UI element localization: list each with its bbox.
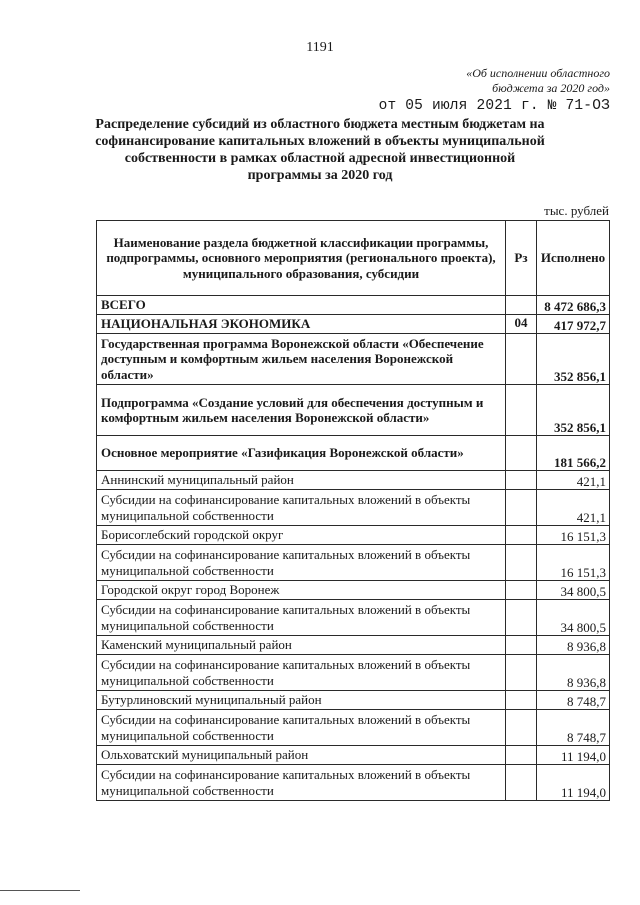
row-value: 8 748,7 [537,710,610,746]
reference-line-1: «Об исполнении областного [466,66,610,80]
row-value: 181 566,2 [537,436,610,471]
row-name: Субсидии на софинансирование капитальных вложений в объекты муниципальной собственности [97,600,506,636]
table-row [97,600,610,636]
row-rz [506,526,537,545]
table-row [97,636,610,655]
table-row [97,296,610,315]
row-value: 8 936,8 [537,655,610,691]
row-value: 417 972,7 [537,315,610,334]
row-value: 352 856,1 [537,334,610,385]
table-header-row [97,221,610,296]
unit-label: тыс. рублей [544,203,609,218]
document-title: Распределение субсидий из областного бюджета местным бюджетам на софинансирование капитальных вложений в объекты муниципальной собственности в рамках областной адресной инвестиционной программы за 2020 год [95,117,545,183]
table-row [97,315,610,334]
row-value: 16 151,3 [537,526,610,545]
law-date-stamp: от 05 июля 2021 г. № 71-ОЗ [378,98,610,114]
table-row [97,710,610,746]
row-rz [506,636,537,655]
row-rz [506,691,537,710]
footer-divider [0,890,80,891]
row-name: Субсидии на софинансирование капитальных вложений в объекты муниципальной собственности [97,710,506,746]
row-name: ВСЕГО [97,296,506,315]
table-row [97,691,610,710]
table-row [97,385,610,436]
subsidy-table [96,220,610,801]
row-rz [506,655,537,691]
row-value: 11 194,0 [537,765,610,801]
row-rz [506,490,537,526]
table-row [97,471,610,490]
row-name: НАЦИОНАЛЬНАЯ ЭКОНОМИКА [97,315,506,334]
row-name: Субсидии на софинансирование капитальных вложений в объекты муниципальной собственности [97,490,506,526]
row-value: 16 151,3 [537,545,610,581]
row-name: Бутурлиновский муниципальный район [97,691,506,710]
table-row [97,334,610,385]
reference-line-2: бюджета за 2020 год» [492,81,610,95]
table-row [97,765,610,801]
row-rz: 04 [506,315,537,334]
header-value: Исполнено [537,221,610,296]
table-row [97,490,610,526]
row-value: 421,1 [537,490,610,526]
table-row [97,581,610,600]
row-rz [506,545,537,581]
table-row [97,655,610,691]
table-row [97,436,610,471]
row-name: Основное мероприятие «Газификация Воронежской области» [97,436,506,471]
document-reference [466,66,610,96]
row-rz [506,471,537,490]
row-rz [506,746,537,765]
row-name: Субсидии на софинансирование капитальных вложений в объекты муниципальной собственности [97,545,506,581]
row-name: Городской округ город Воронеж [97,581,506,600]
row-rz [506,765,537,801]
row-name: Каменский муниципальный район [97,636,506,655]
header-name: Наименование раздела бюджетной классификации программы, подпрограммы, основного мероприятия (регионального проекта), муниципального образования, субсидии [97,221,506,296]
row-value: 8 472 686,3 [537,296,610,315]
row-rz [506,436,537,471]
row-name: Государственная программа Воронежской области «Обеспечение доступным и комфортным жильем населения Воронежской области» [97,334,506,385]
row-value: 421,1 [537,471,610,490]
row-rz [506,581,537,600]
header-rz: Рз [506,221,537,296]
table-row [97,746,610,765]
row-rz [506,710,537,746]
row-rz [506,600,537,636]
row-value: 34 800,5 [537,581,610,600]
row-rz [506,296,537,315]
row-value: 352 856,1 [537,385,610,436]
row-name: Субсидии на софинансирование капитальных вложений в объекты муниципальной собственности [97,765,506,801]
row-name: Подпрограмма «Создание условий для обеспечения доступным и комфортным жильем населения Воронежской области» [97,385,506,436]
row-rz [506,334,537,385]
row-value: 8 936,8 [537,636,610,655]
page-number: 1191 [306,40,334,55]
row-name: Борисоглебский городской округ [97,526,506,545]
row-value: 8 748,7 [537,691,610,710]
table-row [97,545,610,581]
row-name: Аннинский муниципальный район [97,471,506,490]
row-name: Ольховатский муниципальный район [97,746,506,765]
row-value: 11 194,0 [537,746,610,765]
row-name: Субсидии на софинансирование капитальных вложений в объекты муниципальной собственности [97,655,506,691]
row-value: 34 800,5 [537,600,610,636]
row-rz [506,385,537,436]
table-row [97,526,610,545]
